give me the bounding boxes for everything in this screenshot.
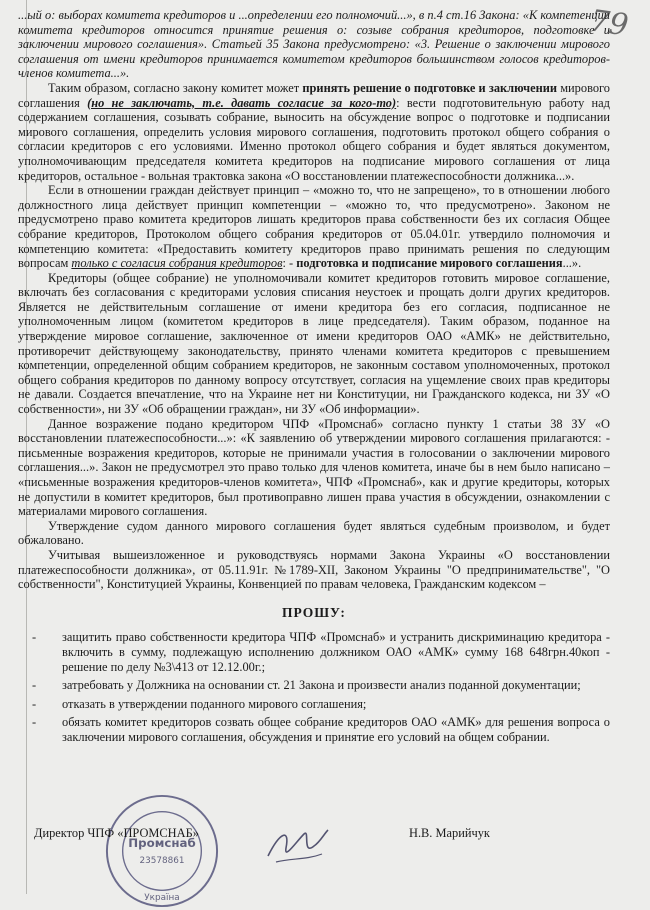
paragraph-competence-principle: [18, 183, 610, 271]
text-segment: Если в отношении граждан действует принцип – «можно то, что не запрещено», то в отношении любого должностного лица действует принцип компетенции – «можно то, что предусмотрено». Законом не предусмотрено право комитета кредиторов лишать кредиторов права собственности без их согласия Общее собрание кредиторов, Протоколом общего собрания кредиторов от 05.04.01г. утвердило полномочия и компетенцию комитета: «Предоставить комитету кредиторов право принимать решения по следующим вопросам: [18, 183, 610, 271]
list-item: - отказать в утверждении поданного мирового соглашения;: [18, 697, 610, 712]
paragraph-creditors: Кредиторы (общее собрание) не уполномочивали комитет кредиторов готовить мировое соглашение, включать без согласования с кредиторами условия списания неустоек и прощать долги других кредиторов. Является не действительным соглашение от имени кредитора без его согласия, подписанное не уполномоченным лицом (комитетом кредиторов в лице председателя). Таким образом, поданное на утверждение мировое соглашение, заключенное от имени кредиторов ОАО «АМК» не действительно, противоречит действующему законодательству, принято членами комитета кредиторов с превышением компетенции, определенной общим собранием кредиторов, не законным составом уполномоченных, протокол общего собрания кредиторов по данному вопросу отсутствует, согласия на ущемление своих прав кредиторы не давали. Создается впечатление, что на Украине нет ни Конституции, ни Гражданского кодекса, ни ЗУ «О собственности», ни ЗУ «Об обращении граждан», ни ЗУ «Об информации».: [18, 270, 610, 417]
company-stamp: [103, 792, 221, 910]
paragraph-court: Утверждение судом данного мирового соглашения будет являться судебным произволом, и будет обжаловано.: [18, 518, 610, 548]
text-segment: : -: [282, 256, 297, 271]
list-item: - затребовать у Должника на основании ст. 21 Закона и произвести анализ поданной документации;: [18, 678, 610, 693]
handwritten-signature: [262, 812, 332, 872]
request-heading: ПРОШУ:: [282, 604, 346, 620]
signatory-position: Директор ЧПФ «ПРОМСНАБ»: [34, 826, 199, 840]
text-segment: мирового соглашения: [18, 80, 611, 110]
document-body: [18, 8, 610, 749]
stamp-number: 23578861: [139, 855, 185, 866]
stamp-ring-text: Україна: [144, 893, 180, 904]
bold-segment: принять решение о подготовке и заключении: [302, 80, 558, 95]
underlined-segment: только с согласия собрания кредиторов: [71, 256, 283, 271]
stamp-center-text: Промснаб: [128, 836, 196, 851]
bold-segment: подготовка и подписание мирового соглашения: [296, 256, 563, 271]
paragraph-intro: ...ый о: выборах комитета кредиторов и ...определении его полномочий...», в п.4 ст.16 Закона: «К компетенции комитета кредиторов относится принятие решения о: созыве собрания кредиторов, подготовке и заключении мирового соглашения». Статьей 35 Закона предусмотрено: «3. Решение о заключении мирового соглашения от имени кредиторов принимается комитетом кредиторов большинством голосов кредиторов- членов комитета...».: [18, 8, 610, 81]
request-list: [18, 630, 610, 744]
underlined-segment: (но не заключать, т.е. давать согласие за кого-: [87, 95, 377, 110]
paragraph-committee-powers: [18, 81, 610, 183]
underlined-segment: то): [376, 95, 397, 110]
paragraph-legal-basis: Учитывая вышеизложенное и руководствуясь нормами Закона Украины «О восстановлении платежеспособности должника», от 05.11.91г. №1789-XII, Законом Украины "О предпринимательстве", "О собственности", Конституцией Украины, Конвенцией по правам человека, Гражданским кодексом –: [18, 547, 610, 592]
text-segment: Таким образом, согласно закону комитет может: [48, 80, 303, 95]
list-item: - обязать комитет кредиторов созвать общее собрание кредиторов ОАО «АМК» для решения вопроса о заключении мирового соглашения, обсуждения и принятие его условий на общем собрании.: [18, 715, 610, 744]
list-item: - защитить право собственности кредитора ЧПФ «Промснаб» и устранить дискриминацию кредитора - включить в сумму, подлежащую исполнению должником ОАО «АМК» сумму 168 648грн.40коп - решение по делу №3\413 от 12.12.00г.;: [18, 630, 610, 674]
text-segment: ...».: [562, 256, 582, 271]
text-segment: : вести подготовительную работу над содержанием соглашения, созывать собрание, выносить на обсуждение вопрос о подготовке и подписании мирового соглашения, определить условия мирового соглашения, подготовить протокол общего собрания о согласии кредиторов с его условиями. Именно протокол общего собрания и будет являться документом, уполномочивающим председателя комитета кредиторов на подписание мирового соглашения от лица кредиторов, остальное - вольная трактовка закона «О восстановлении платежеспособности должника...».: [18, 95, 610, 183]
paragraph-objection: Данное возражение подано кредитором ЧПФ «Промснаб» согласно пункту 1 статьи 38 ЗУ «О восстановлении платежеспособности...»: «К заявлению об утверждении мирового соглашения прилагаются: - письменные возражения кредиторов, которые не принимали участия в голосовании о заключении мирового соглашения...». Закон не предусмотрел это право только для членов комитета, иначе бы в нем было написано – «письменные возражения кредиторов-членов комитета», ЧПФ «Промснаб», как и другие кредиторы, которых не допустили в комитет кредиторов, был противоправно лишен права участия в обсуждении, ознакомлении с материалами мирового соглашения.: [18, 416, 610, 519]
signatory-name: Н.В. Марийчук: [409, 826, 490, 840]
page-number: 79: [587, 3, 631, 44]
